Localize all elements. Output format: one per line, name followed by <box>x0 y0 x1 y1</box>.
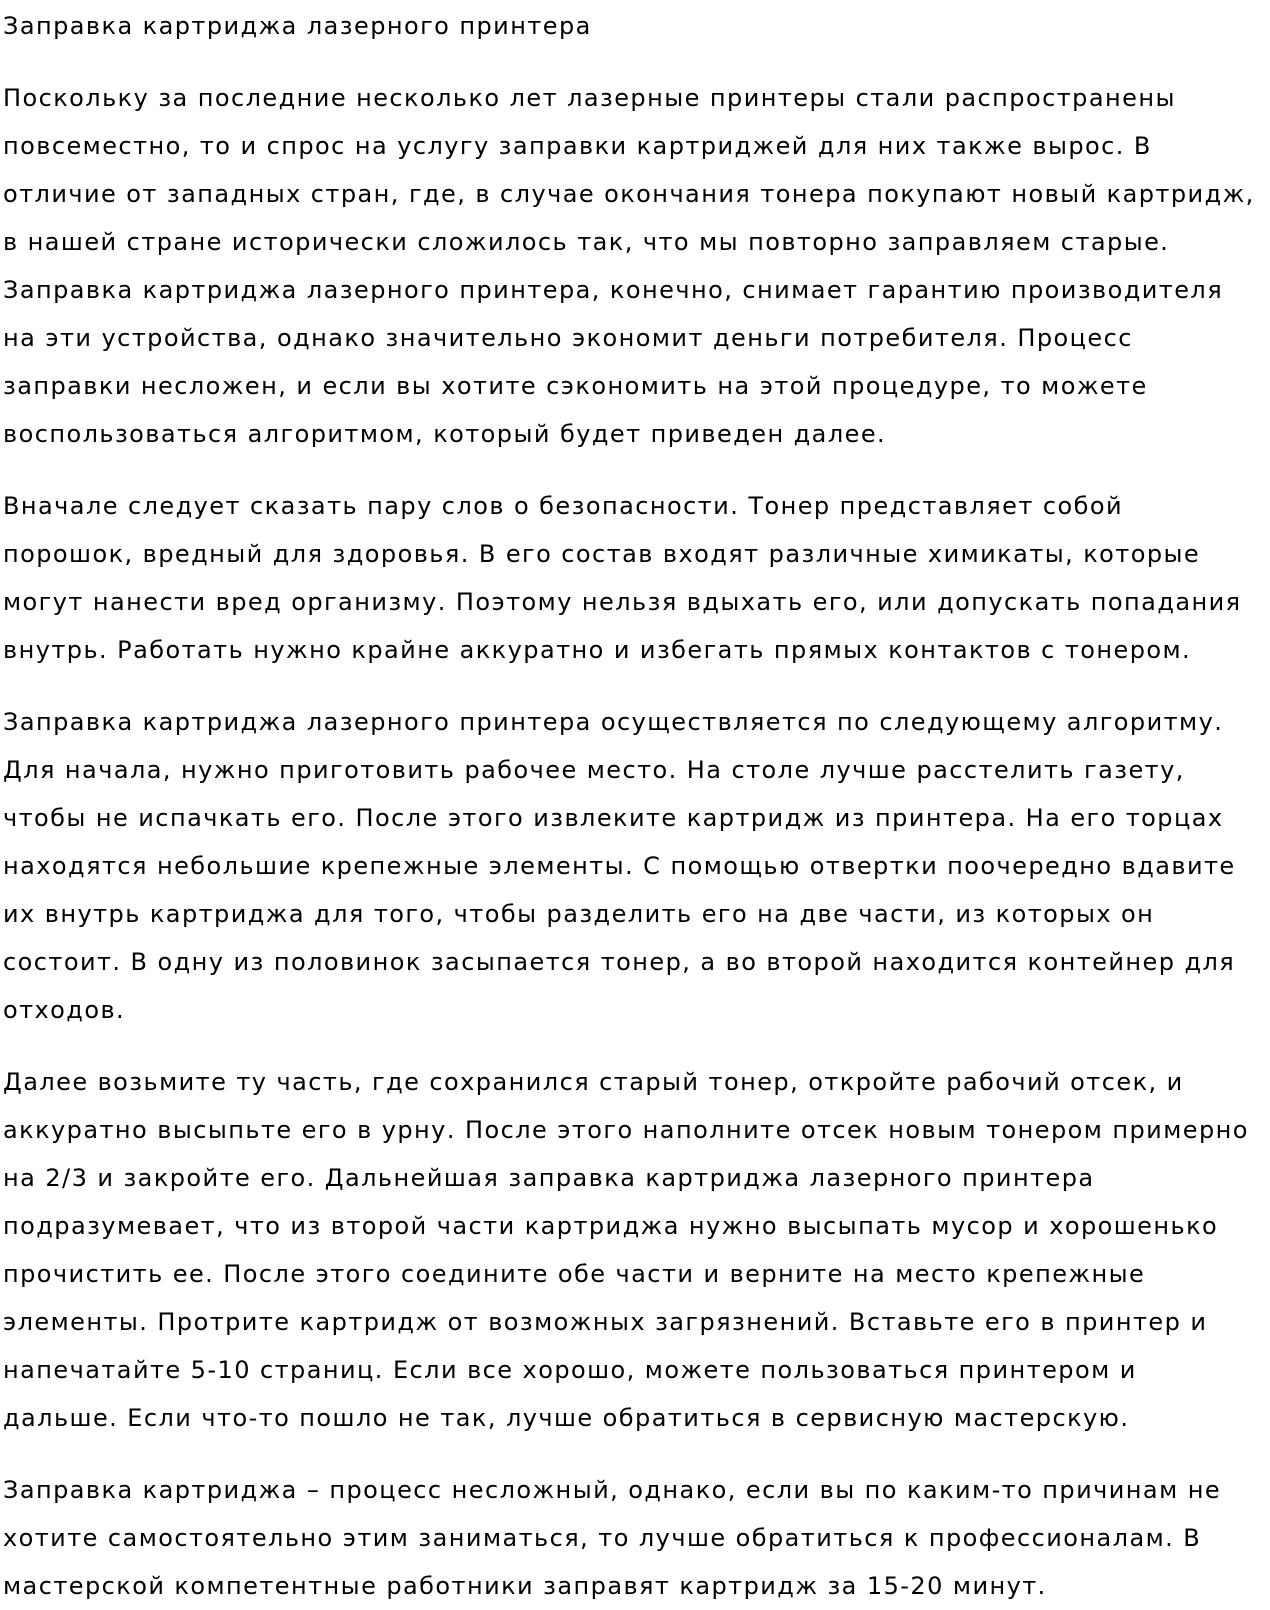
paragraph-algorithm: Заправка картриджа лазерного принтера осуществляется по следующему алгоритму. Для начала, нужно приготовить рабочее место. На столе лучше расстелить газету, чтобы не испачкать его. После этого извлеките картридж из принтера. На его торцах находятся небольшие крепежные элементы. С помощью отвертки поочередно вдавите их внутрь картриджа для того, чтобы разделить его на две части, из которых он состоит. В одну из половинок засыпается тонер, а во второй находится контейнер для отходов. <box>3 708 1236 1024</box>
document-title: Заправка картриджа лазерного принтера <box>3 12 592 40</box>
paragraph-conclusion: Заправка картриджа – процесс несложный, однако, если вы по каким-то причинам не хотите самостоятельно этим заниматься, то лучше обратиться к профессионалам. В мастерской компетентные работники заправят картридж за 15-20 минут. <box>3 1476 1222 1600</box>
paragraph-intro: Поскольку за последние несколько лет лазерные принтеры стали распространены повсеместно, то и спрос на услугу заправки картриджей для них также вырос. В отличие от западных стран, где, в случае окончания тонера покупают новый картридж, в нашей стране исторически сложилось так, что мы повторно заправляем старые. Заправка картриджа лазерного принтера, конечно, снимает гарантию производителя на эти устройства, однако значительно экономит деньги потребителя. Процесс заправки несложен, и если вы хотите сэкономить на этой процедуре, то можете воспользоваться алгоритмом, который будет приведен далее. <box>3 84 1255 448</box>
paragraph-refill-steps: Далее возьмите ту часть, где сохранился старый тонер, откройте рабочий отсек, и аккуратно высыпьте его в урну. После этого наполните отсек новым тонером примерно на 2/3 и закройте его. Дальнейшая заправка картриджа лазерного принтера подразумевает, что из второй части картриджа нужно высыпать мусор и хорошенько прочистить ее. После этого соедините обе части и верните на место крепежные элементы. Протрите картридж от возможных загрязнений. Вставьте его в принтер и напечатайте 5-10 страниц. Если все хорошо, можете пользоваться принтером и дальше. Если что-то пошло не так, лучше обратиться в сервисную мастерскую. <box>3 1068 1249 1432</box>
paragraph-safety: Вначале следует сказать пару слов о безопасности. Тонер представляет собой порошок, вредный для здоровья. В его состав входят различные химикаты, которые могут нанести вред организму. Поэтому нельзя вдыхать его, или допускать попадания внутрь. Работать нужно крайне аккуратно и избегать прямых контактов с тонером. <box>3 492 1242 664</box>
